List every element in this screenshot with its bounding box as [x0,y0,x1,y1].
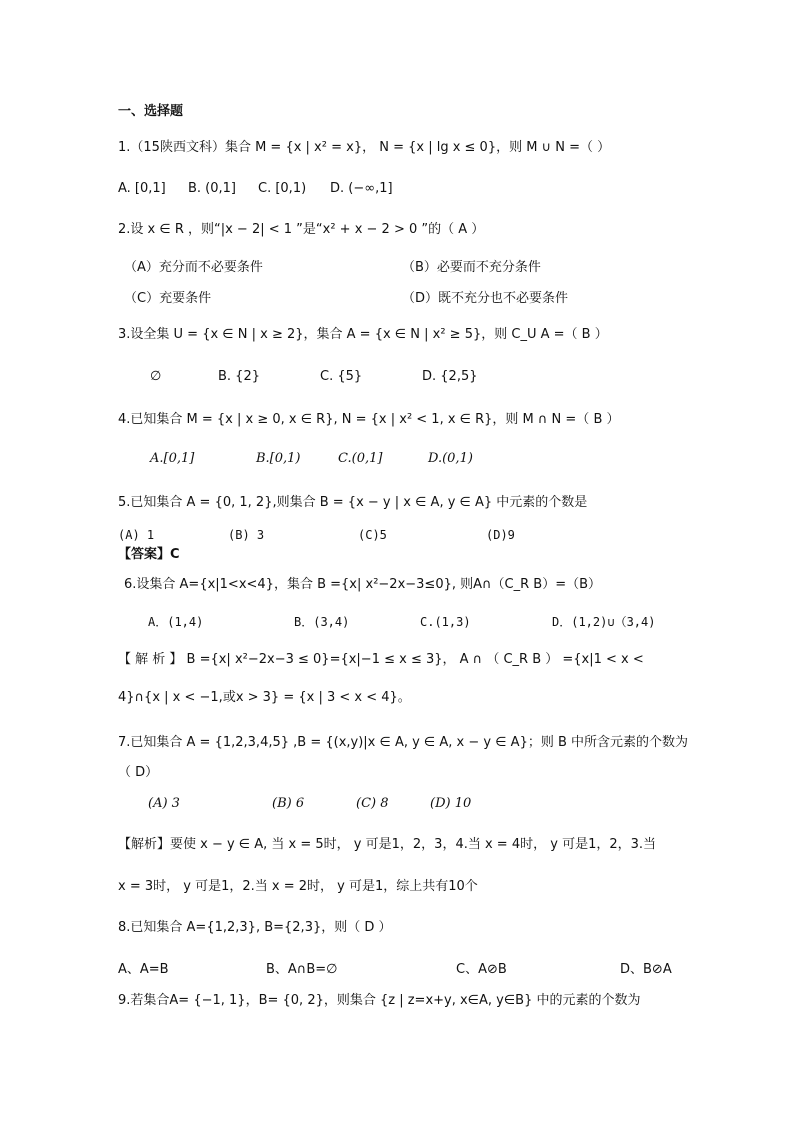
question-8-option-d: D、B⊘A [620,962,672,977]
question-7-analysis-line-2: x = 3时， y 可是1，2.当 x = 2时， y 可是1，综上共有10个 [118,879,478,894]
section-title: 一、选择题 [118,104,184,119]
question-2-option-c: （C）充要条件 [124,291,212,306]
question-1-option-d: D. (−∞,1] [330,181,393,196]
question-6-analysis-line-1: 【 解 析 】 B ={x| x²−2x−3 ≤ 0}={x|−1 ≤ x ≤ 3}， A ∩ （ C_R B ） ={x|1 < x < [118,652,644,667]
question-6-analysis-line-2: 4}∩{x | x < −1,或x > 3} = {x | 3 < x < 4}。 [118,690,411,705]
question-3-option-d: D. {2,5} [422,369,478,384]
question-3-option-c: C. {5} [320,369,363,384]
question-5-option-c: (C)5 [358,528,387,542]
question-1-option-a: A. [0,1] [118,181,166,196]
question-3-stem: 3.设全集 U = {x ∈ N | x ≥ 2}，集合 A = {x ∈ N | x² ≥ 5}，则 C_U A =（ B ） [118,327,608,342]
question-7-stem: 7.已知集合 A = {1,2,3,4,5} ,B = {(x,y)|x ∈ A, y ∈ A, x − y ∈ A}；则 B 中所含元素的个数为 [118,735,689,750]
question-3-option-b: B. {2} [218,369,260,384]
question-4-option-c: C.(0,1] [338,451,383,466]
question-5-stem: 5.已知集合 A = {0, 1, 2},则集合 B = {x − y | x ∈ A, y ∈ A} 中元素的个数是 [118,495,588,510]
question-5-option-d: (D)9 [486,528,515,542]
question-7-analysis-line-1: 【解析】要使 x − y ∈ A, 当 x = 5时， y 可是1，2，3，4.当 x = 4时， y 可是1，2，3.当 [118,837,657,852]
question-1-stem: 1.（15陕西文科）集合 M = {x | x² = x}， N = {x | lg x ≤ 0}，则 M ∪ N =（ ） [118,140,611,155]
question-8-option-c: C、A⊘B [456,962,507,977]
question-7-stem-line-2: （ D） [118,765,159,780]
question-5-option-b: (B) 3 [228,528,265,542]
question-4-option-b: B.[0,1) [256,451,301,466]
question-8-option-b: B、A∩B=∅ [266,962,338,977]
question-6-option-a: A．(1,4) [148,615,204,629]
question-6-option-d: D．(1,2)∪（3,4) [552,615,656,629]
question-7-option-a: (A) 3 [148,796,180,811]
question-9-stem: 9.若集合A= {−1, 1}，B= {0, 2}，则集合 {z | z=x+y, x∈A, y∈B} 中的元素的个数为 [118,993,641,1008]
question-6-option-c: C.(1,3) [420,615,471,629]
question-4-option-d: D.(0,1) [428,451,473,466]
question-2-option-d: （D）既不充分也不必要条件 [402,291,569,306]
question-6-option-b: B．(3,4) [294,615,350,629]
question-1-option-b: B. (0,1] [188,181,237,196]
question-8-option-a: A、A=B [118,962,169,977]
question-4-option-a: A.[0,1] [150,451,195,466]
question-5-option-a: (A) 1 [118,528,155,542]
question-5-answer: 【答案】C [118,547,180,562]
question-4-stem: 4.已知集合 M = {x | x ≥ 0, x ∈ R}, N = {x | x² < 1, x ∈ R}，则 M ∩ N =（ B ） [118,412,620,427]
question-3-option-a: ∅ [150,369,162,384]
question-2-stem: 2.设 x ∈ R ，则“|x − 2| < 1 ”是“x² + x − 2 > 0 ”的（ A ） [118,222,485,237]
question-2-option-a: （A）充分而不必要条件 [124,260,263,275]
question-7-option-b: (B) 6 [272,796,305,811]
question-6-stem: 6.设集合 A={x|1<x<4}，集合 B ={x| x²−2x−3≤0}, 则A∩（C_R B）=（B） [124,577,602,592]
question-8-stem: 8.已知集合 A={1,2,3}, B={2,3}，则（ D ） [118,920,392,935]
question-1-option-c: C. [0,1) [258,181,307,196]
question-7-option-c: (C) 8 [356,796,389,811]
question-7-option-d: (D) 10 [430,796,472,811]
question-2-option-b: （B）必要而不充分条件 [402,260,541,275]
